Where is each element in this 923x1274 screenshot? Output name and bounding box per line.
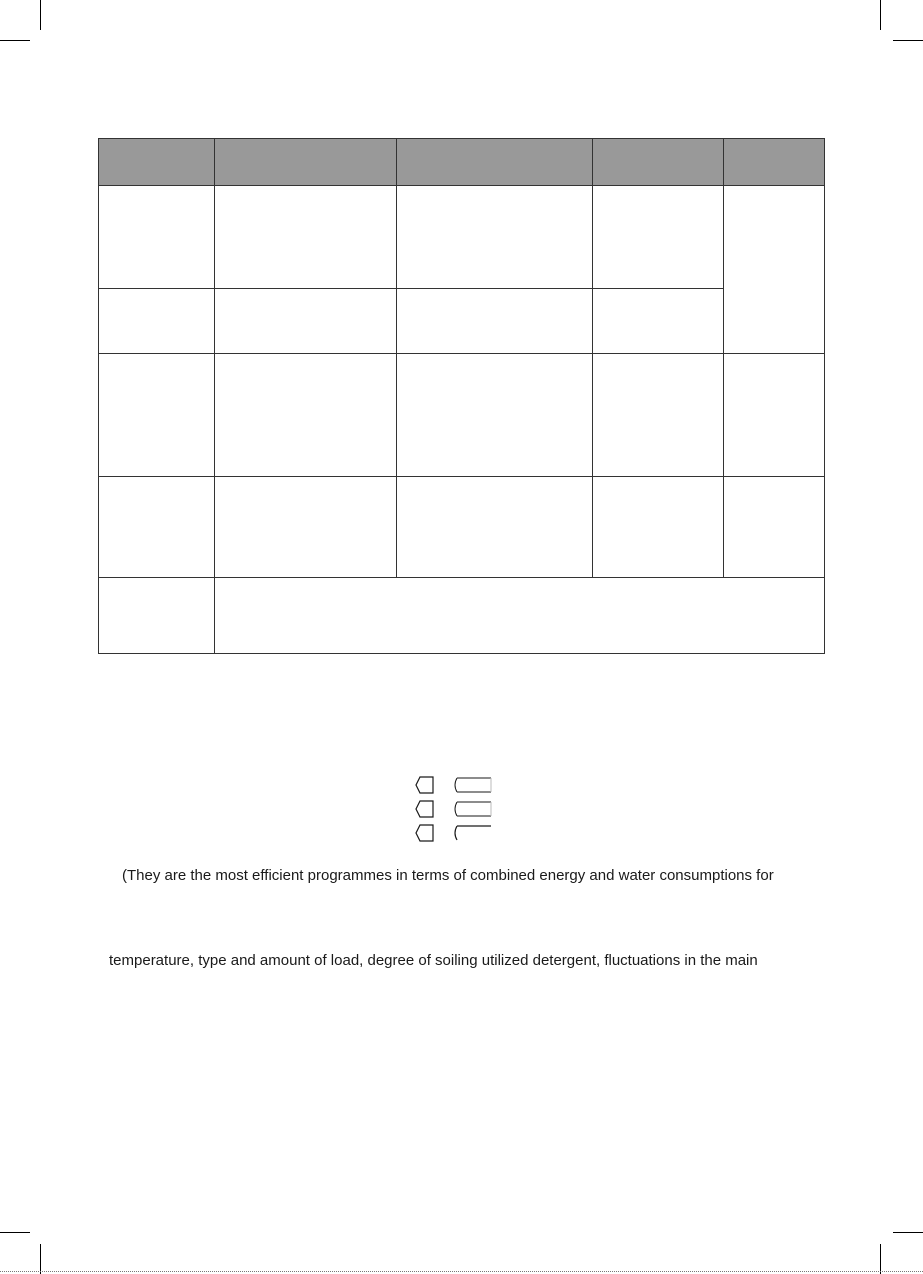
crop-mark-bottom-left — [40, 1244, 41, 1274]
dial-pointer-icon — [451, 799, 493, 819]
table-header-cell — [99, 139, 215, 186]
table-cell — [397, 186, 593, 289]
programme-selector-icon — [415, 823, 435, 843]
table-cell — [397, 477, 593, 578]
table-row — [99, 354, 825, 477]
table-cell — [593, 354, 724, 477]
table-cell — [215, 477, 397, 578]
table-note-cell — [215, 578, 825, 654]
programme-icon-group — [415, 775, 495, 847]
table-header-cell — [397, 139, 593, 186]
icon-row — [415, 775, 495, 799]
table-header-row — [99, 139, 825, 186]
programme-selector-icon — [415, 799, 435, 819]
table-row — [99, 477, 825, 578]
table-header-cell — [724, 139, 825, 186]
crop-mark-bottom-left-h — [0, 1232, 30, 1233]
crop-mark-top-right — [880, 0, 881, 30]
table-cell — [397, 354, 593, 477]
table-cell — [724, 186, 825, 354]
body-text-line: temperature, type and amount of load, degree of soiling utilized detergent, fluctuations in the main — [109, 952, 758, 969]
body-text-line: (They are the most efficient programmes in terms of combined energy and water consumptions for — [122, 867, 774, 884]
table-cell — [593, 477, 724, 578]
programme-table — [98, 138, 825, 654]
table-cell — [99, 289, 215, 354]
crop-mark-top-right-h — [893, 40, 923, 41]
table-cell — [397, 289, 593, 354]
crop-mark-top-left-h — [0, 40, 30, 41]
dial-pointer-icon — [451, 823, 493, 843]
crop-mark-top-left — [40, 0, 41, 30]
table-cell — [99, 354, 215, 477]
crop-mark-bottom-right — [880, 1244, 881, 1274]
table-cell — [593, 289, 724, 354]
table-cell — [99, 578, 215, 654]
table-cell — [215, 289, 397, 354]
programme-selector-icon — [415, 775, 435, 795]
table-header-cell — [593, 139, 724, 186]
crop-mark-bottom-right-h — [893, 1232, 923, 1233]
page-edge-dotted-line — [0, 1271, 923, 1272]
table-row — [99, 289, 825, 354]
table-cell — [99, 186, 215, 289]
table-cell — [724, 477, 825, 578]
icon-row — [415, 823, 495, 847]
table-row — [99, 578, 825, 654]
table-cell — [215, 186, 397, 289]
table-cell — [99, 477, 215, 578]
dial-pointer-icon — [451, 775, 493, 795]
table-header-cell — [215, 139, 397, 186]
table-cell — [593, 186, 724, 289]
table-cell — [215, 354, 397, 477]
icon-row — [415, 799, 495, 823]
table-cell — [724, 354, 825, 477]
table-row — [99, 186, 825, 289]
